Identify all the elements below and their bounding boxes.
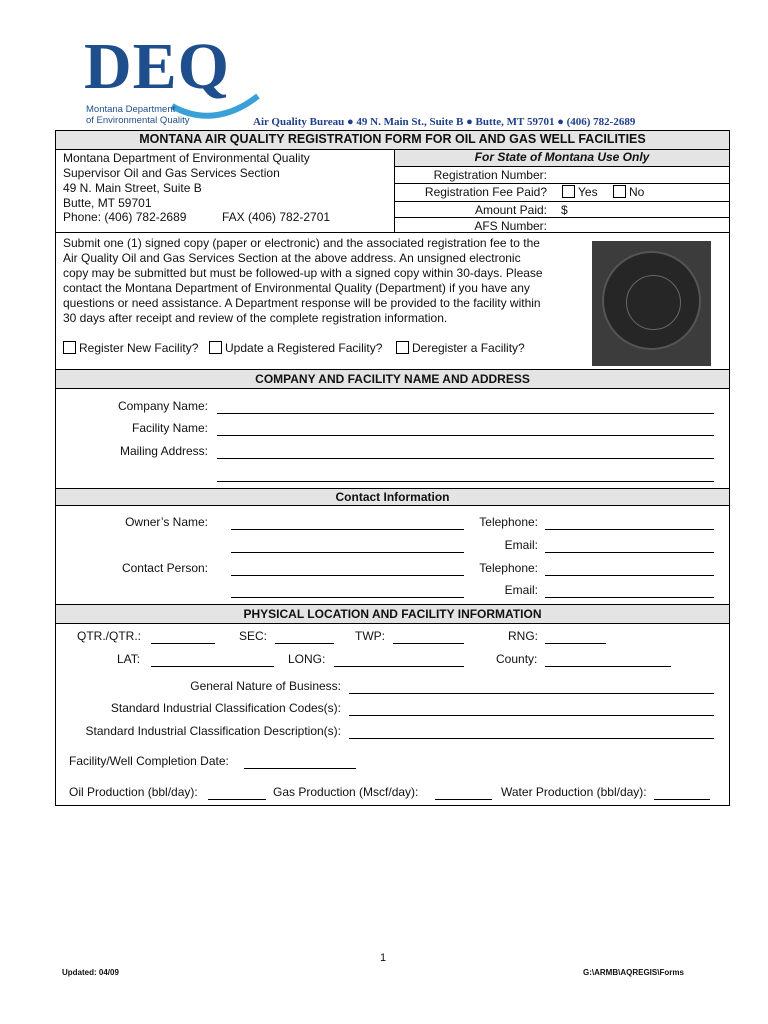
logo-sub-line1: Montana Department xyxy=(86,104,176,115)
deregister-checkbox[interactable] xyxy=(396,341,409,354)
state-row-line xyxy=(395,217,729,218)
gas-production-label: Gas Production (Mscf/day): xyxy=(273,785,419,799)
reg-number-label: Registration Number: xyxy=(433,168,547,182)
logo-sub-line2: of Environmental Quality xyxy=(86,115,190,126)
contact-telephone-label: Telephone: xyxy=(479,561,538,575)
completion-date-label: Facility/Well Completion Date: xyxy=(69,754,229,768)
fee-yes-option[interactable] xyxy=(562,185,598,199)
sec-field[interactable] xyxy=(275,643,334,644)
nature-of-business-label: General Nature of Business: xyxy=(190,679,341,693)
dollar-sign: $ xyxy=(561,203,568,217)
gas-production-field[interactable] xyxy=(435,799,492,800)
long-field[interactable] xyxy=(334,666,464,667)
logo-subtitle xyxy=(86,104,190,126)
owner-name-label: Owner’s Name: xyxy=(125,515,208,529)
sic-description-field[interactable] xyxy=(349,738,714,739)
fee-no-label: No xyxy=(629,185,645,199)
address-bottom-line xyxy=(56,232,729,233)
sic-codes-field[interactable] xyxy=(349,715,714,716)
address-line3: 49 N. Main Street, Suite B xyxy=(63,181,202,195)
long-label: LONG: xyxy=(288,652,326,666)
contact-section-heading: Contact Information xyxy=(56,488,729,506)
mailing-address-field-2[interactable] xyxy=(217,481,714,482)
owner-name-field-2[interactable] xyxy=(231,552,464,553)
oil-production-field[interactable] xyxy=(208,799,266,800)
lat-label: LAT: xyxy=(117,652,141,666)
qtr-field[interactable] xyxy=(151,643,215,644)
rng-field[interactable] xyxy=(545,643,606,644)
owner-telephone-label: Telephone: xyxy=(479,515,538,529)
fee-yes-checkbox[interactable] xyxy=(562,185,575,198)
address-phone: Phone: (406) 782-2689 xyxy=(63,210,187,224)
update-label: Update a Registered Facility? xyxy=(225,341,383,355)
company-name-field[interactable] xyxy=(217,413,714,414)
instructions-line3: copy may be submitted but must be followed-up with a signed copy within 30-days. Please xyxy=(63,266,543,280)
sic-codes-label: Standard Industrial Classification Codes(s): xyxy=(110,701,341,715)
owner-telephone-field[interactable] xyxy=(545,529,714,530)
amount-paid-label: Amount Paid: xyxy=(474,203,547,217)
fee-paid-label: Registration Fee Paid? xyxy=(424,185,547,199)
location-section-heading: PHYSICAL LOCATION AND FACILITY INFORMATION xyxy=(56,604,729,624)
state-row-line xyxy=(395,183,729,184)
water-production-field[interactable] xyxy=(654,799,710,800)
state-seal-image xyxy=(592,241,711,366)
instructions-line1: Submit one (1) signed copy (paper or electronic) and the associated registration fee to the xyxy=(63,236,540,250)
owner-email-field[interactable] xyxy=(545,552,714,553)
bureau-address-line: Air Quality Bureau ● 49 N. Main St., Suite B ● Butte, MT 59701 ● (406) 782-2689 xyxy=(253,116,636,128)
register-new-label: Register New Facility? xyxy=(79,341,199,355)
file-path: G:\ARMB\AQREGIS\Forms xyxy=(583,968,684,977)
address-line2: Supervisor Oil and Gas Services Section xyxy=(63,166,280,180)
fee-no-checkbox[interactable] xyxy=(613,185,626,198)
county-field[interactable] xyxy=(545,666,671,667)
state-row-line xyxy=(395,201,729,202)
updated-date: Updated: 04/09 xyxy=(62,968,119,977)
instructions-line5: questions or need assistance. A Department response will be provided to the facility within xyxy=(63,296,541,310)
afs-number-label: AFS Number: xyxy=(474,219,547,233)
sec-label: SEC: xyxy=(239,629,268,643)
contact-person-field[interactable] xyxy=(231,575,464,576)
contact-email-label: Email: xyxy=(504,583,538,597)
company-section-heading: COMPANY AND FACILITY NAME AND ADDRESS xyxy=(56,369,729,389)
contact-person-label: Contact Person: xyxy=(121,561,208,575)
twp-field[interactable] xyxy=(393,643,464,644)
water-production-label: Water Production (bbl/day): xyxy=(501,785,647,799)
deregister-label: Deregister a Facility? xyxy=(412,341,525,355)
owner-name-field[interactable] xyxy=(231,529,464,530)
address-line4: Butte, MT 59701 xyxy=(63,196,152,210)
instructions-line6: 30 days after receipt and review of the complete registration information. xyxy=(63,311,448,325)
twp-label: TWP: xyxy=(355,629,385,643)
mailing-address-field[interactable] xyxy=(217,458,714,459)
register-new-checkbox[interactable] xyxy=(63,341,76,354)
address-line1: Montana Department of Environmental Quality xyxy=(63,151,310,165)
address-fax: FAX (406) 782-2701 xyxy=(222,210,331,224)
update-option[interactable] xyxy=(209,341,382,355)
contact-telephone-field[interactable] xyxy=(545,575,714,576)
form-title: MONTANA AIR QUALITY REGISTRATION FORM FOR OIL AND GAS WELL FACILITIES xyxy=(56,131,729,150)
contact-email-field[interactable] xyxy=(545,597,714,598)
sic-description-label: Standard Industrial Classification Description(s): xyxy=(85,724,341,738)
fee-no-option[interactable] xyxy=(613,185,644,199)
update-checkbox[interactable] xyxy=(209,341,222,354)
qtr-label: QTR./QTR.: xyxy=(77,629,141,643)
deregister-option[interactable] xyxy=(396,341,525,355)
instructions-line4: contact the Montana Department of Environmental Quality (Department) if you have any xyxy=(63,281,530,295)
facility-name-label: Facility Name: xyxy=(131,421,208,435)
completion-date-field[interactable] xyxy=(244,768,356,769)
deq-logo: DEQ xyxy=(84,30,231,103)
oil-production-label: Oil Production (bbl/day): xyxy=(69,785,198,799)
owner-email-label: Email: xyxy=(504,538,538,552)
state-use-heading: For State of Montana Use Only xyxy=(395,150,729,167)
facility-name-field[interactable] xyxy=(217,435,714,436)
contact-person-field-2[interactable] xyxy=(231,597,464,598)
seal-circle xyxy=(602,251,701,350)
county-label: County: xyxy=(496,652,538,666)
instructions-line2: Air Quality Oil and Gas Services Section at the above address. An unsigned electronic xyxy=(63,251,521,265)
rng-label: RNG: xyxy=(508,629,538,643)
page-number: 1 xyxy=(380,952,387,964)
lat-field[interactable] xyxy=(151,666,274,667)
register-new-option[interactable] xyxy=(63,341,198,355)
fee-yes-label: Yes xyxy=(578,185,598,199)
seal-ring xyxy=(626,275,681,330)
mailing-address-label: Mailing Address: xyxy=(119,444,208,458)
company-name-label: Company Name: xyxy=(117,399,208,413)
nature-of-business-field[interactable] xyxy=(349,693,714,694)
